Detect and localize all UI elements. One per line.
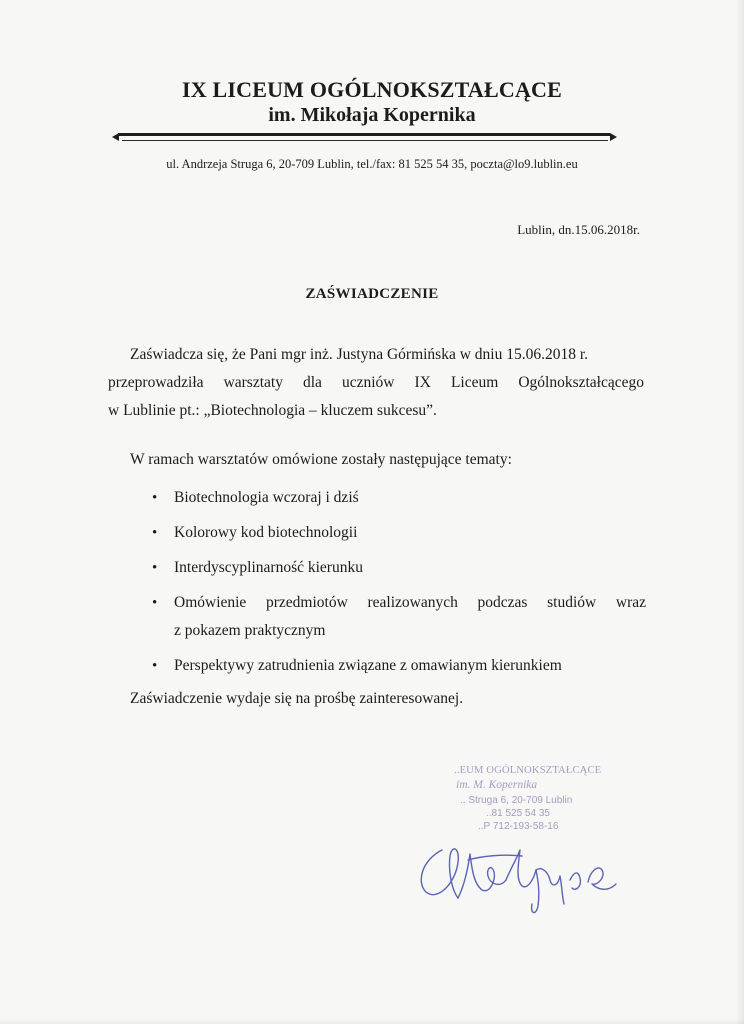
- topics-list: [152, 484, 646, 680]
- header-rule-thick: [118, 133, 610, 136]
- closing-sentence: Zaświadczenie wydaje się na prośbę zainteresowanej.: [130, 690, 464, 707]
- topic-text-continuation: z pokazem praktycznym: [174, 622, 326, 639]
- topic-text: Interdyscyplinarność kierunku: [174, 559, 363, 576]
- scan-edge-shadow: [736, 0, 744, 1024]
- stamp-line: ..P 712-193-58-16: [478, 821, 559, 832]
- paragraph1-line3: w Lublinie pt.: „Biotechnologia – kluczem sukcesu”.: [108, 402, 437, 419]
- stamp-line: ..EUM OGÓLNOKSZTAŁCĄCE: [454, 765, 602, 776]
- document-title: ZAŚWIADCZENIE: [305, 286, 439, 302]
- stamp-line: ..81 525 54 35: [486, 808, 550, 819]
- list-item: [152, 554, 646, 582]
- paragraph1-line1: Zaświadcza się, że Pani mgr inż. Justyna Górmińska w dniu 15.06.2018 r.: [130, 346, 589, 363]
- list-item: [152, 519, 646, 547]
- paragraph1-line2: przeprowadziła warsztaty dla uczniów IX Liceum Ogólnokształcącego: [108, 374, 644, 391]
- list-item: [152, 589, 646, 645]
- header-rule-thin: [122, 140, 608, 141]
- list-item: [152, 484, 646, 512]
- list-item: [152, 652, 646, 680]
- topic-text: Biotechnologia wczoraj i dziś: [174, 489, 359, 506]
- stamp-line: im. M. Kopernika: [456, 779, 538, 791]
- topic-text: Kolorowy kod biotechnologii: [174, 524, 358, 541]
- school-name: IX LICEUM OGÓLNOKSZTAŁCĄCE: [181, 77, 563, 102]
- topic-text: Perspektywy zatrudnienia związane z omawianym kierunkiem: [174, 657, 562, 674]
- topic-text: • Omówienie przedmiotów realizowanych podczas studiów wraz: [174, 594, 646, 611]
- document-date: Lublin, dn.15.06.2018r.: [517, 222, 640, 237]
- paragraph2: W ramach warsztatów omówione zostały następujące tematy:: [130, 451, 512, 468]
- school-patron: im. Mikołaja Kopernika: [268, 104, 476, 126]
- scan-edge-shadow-bottom: [0, 1018, 744, 1024]
- handwritten-signature: [412, 820, 652, 920]
- school-address: ul. Andrzeja Struga 6, 20-709 Lublin, tel./fax: 81 525 54 35, poczta@lo9.lublin.eu: [166, 157, 578, 171]
- stamp-line: .. Struga 6, 20-709 Lublin: [460, 795, 573, 806]
- header-rule-cap-right: [610, 133, 617, 141]
